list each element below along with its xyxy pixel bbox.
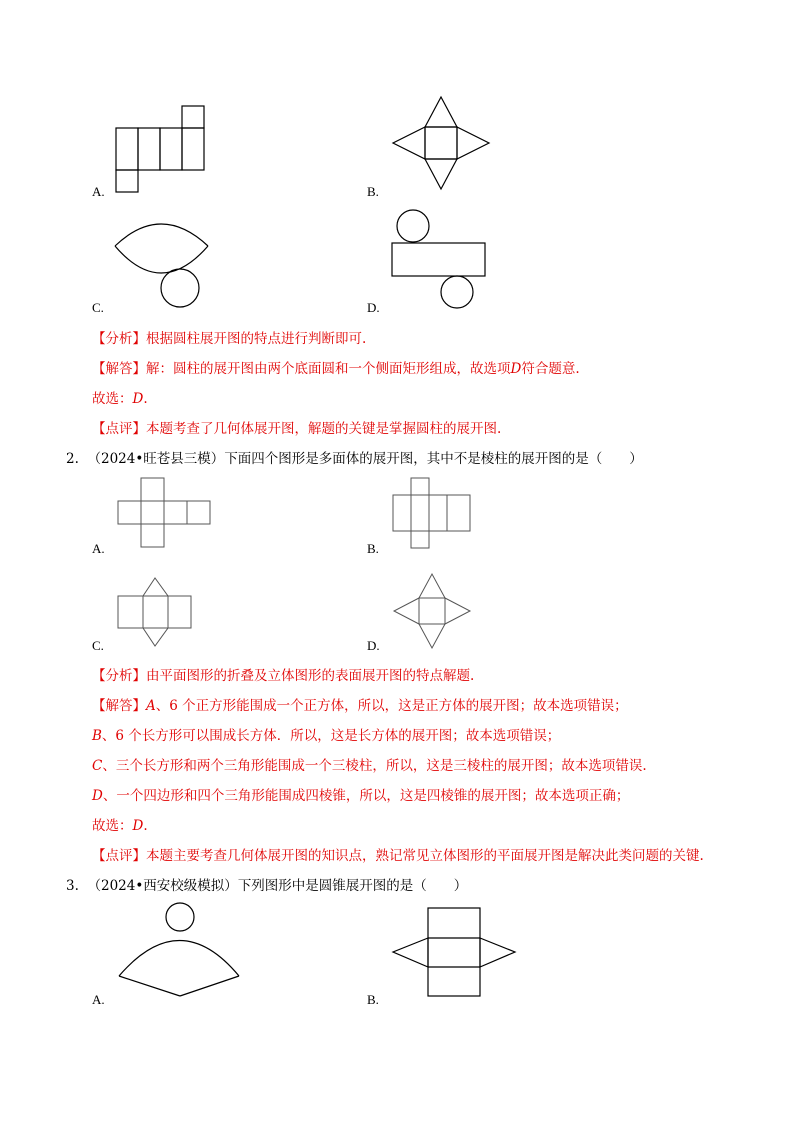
q1-option-a-label: A. <box>92 184 105 199</box>
q3-option-b-label: B. <box>367 992 379 1007</box>
option: D <box>132 391 144 407</box>
number: 3. <box>66 878 79 894</box>
option: A <box>146 698 156 714</box>
tag: 【点评】 <box>92 848 146 864</box>
q2-option-c-label: C. <box>92 638 104 653</box>
q3-option-a-label: A. <box>92 992 105 1007</box>
tag: 【解答】 <box>92 361 146 377</box>
q2-option-a-label: A. <box>92 541 105 556</box>
tag: 【解答】 <box>92 698 146 714</box>
text: 、三个长方形和两个三角形能围成一个三棱柱，所以，这是三棱柱的展开图；故本选项错误. <box>102 758 647 774</box>
tag: 【分析】 <box>92 331 146 347</box>
q1-option-c-label: C. <box>92 300 104 315</box>
option: B <box>92 728 102 744</box>
text: 故选： <box>92 818 133 834</box>
option: D <box>92 788 103 804</box>
end: . <box>143 391 148 407</box>
text: 、一个四边形和四个三角形能围成四棱锥，所以，这是四棱锥的展开图；故本选项正确； <box>102 788 630 804</box>
text: 本题主要考查几何体展开图的知识点，熟记常见立体图形的平面展开图是解决此类问题的关键. <box>146 848 704 864</box>
tag: 【分析】 <box>92 668 146 684</box>
source: （2024•西安校级模拟） <box>87 878 238 894</box>
q2-option-d-label: D. <box>367 638 380 653</box>
option: C <box>92 758 103 774</box>
text: 由平面图形的折叠及立体图形的表面展开图的特点解题. <box>146 668 475 684</box>
end: . <box>143 818 148 834</box>
text: 、6 个长方形可以围成长方体．所以，这是长方体的展开图；故本选项错误； <box>101 728 561 744</box>
text: 本题考查了几何体展开图，解题的关键是掌握圆柱的展开图. <box>146 421 502 437</box>
tag: 【点评】 <box>92 421 146 437</box>
text: 解：圆柱的展开图由两个底面圆和一个侧面矩形组成，故选项 <box>146 361 511 377</box>
text: 、6 个正方形能围成一个正方体，所以，这是正方体的展开图；故本选项错误； <box>155 698 628 714</box>
q1-option-b-label: B. <box>367 184 379 199</box>
text: 下面四个图形是多面体的展开图，其中不是棱柱的展开图的是（ ） <box>224 451 643 467</box>
q1-option-d-label: D. <box>367 300 380 315</box>
text: 故选： <box>92 391 133 407</box>
text: 下列图形中是圆锥展开图的是（ ） <box>237 878 468 894</box>
q2-option-b-label: B. <box>367 541 379 556</box>
number: 2. <box>66 451 79 467</box>
option: D <box>510 361 522 377</box>
text: 根据圆柱展开图的特点进行判断即可. <box>146 331 367 347</box>
source: （2024•旺苍县三模） <box>87 451 225 467</box>
tail: 符合题意. <box>521 361 580 377</box>
option: D <box>132 818 144 834</box>
